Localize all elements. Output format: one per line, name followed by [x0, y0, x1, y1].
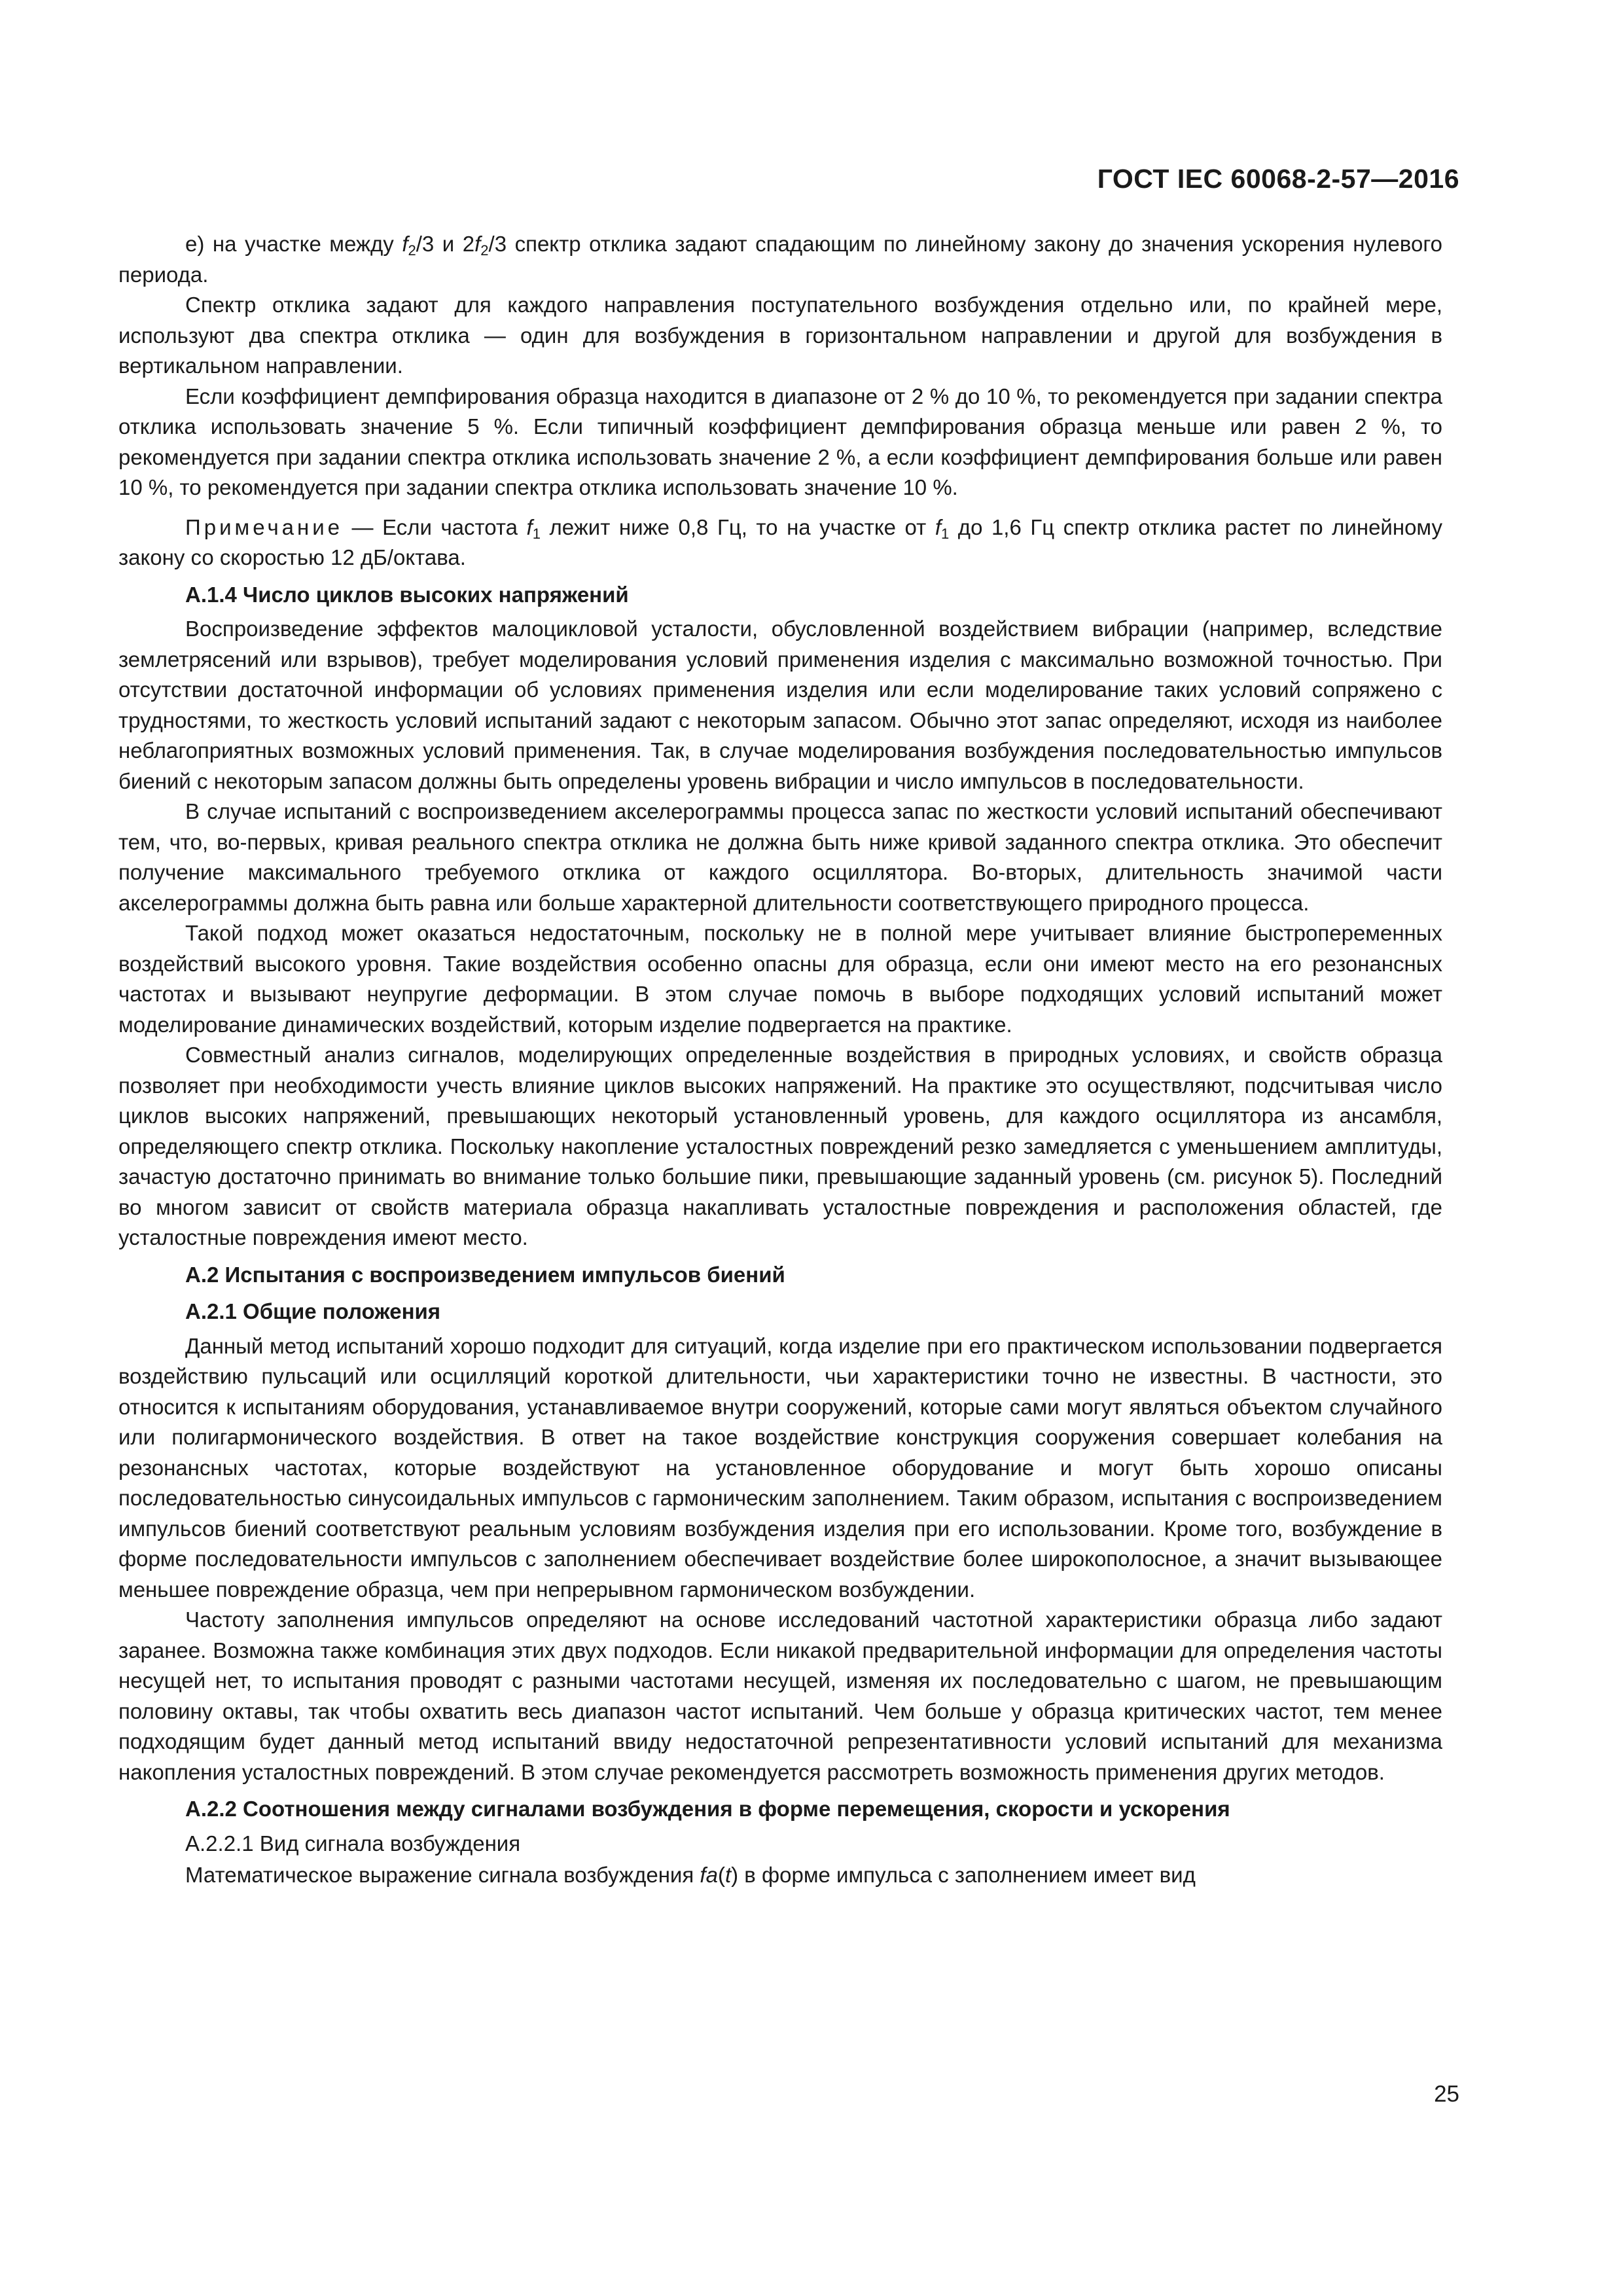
page-number: 25	[1434, 2081, 1459, 2107]
paragraph-carrier-frequency: Частоту заполнения импульсов определяют на основе исследований частотной характеристики образца либо задают заранее. Возможна также комбинация этих двух подходов. Если никакой предварительной информации для определения частоты несущей нет, то испытания проводят с разными частотами несущей, изменяя их последовательно с шагом, не превышающим половину октавы, так чтобы охватить весь диапазон частот испытаний. Чем больше у образца критических частот, тем менее подходящим будет данный метод испытаний ввиду недостаточной репрезентативности условий испытаний для механизма накопления усталостных повреждений. В этом случае рекомендуется рассмотреть возможность применения других методов.	[118, 1607, 1442, 1784]
paragraph-joint-analysis: Совместный анализ сигналов, моделирующих определенные воздействия в природных условиях, и свойств образца позволяет при необходимости учесть влияние циклов высоких напряжений. На практике это осуществляют, подсчитывая число циклов высоких напряжений, превышающих некоторый установленный уровень, для каждого осциллятора из ансамбля, определяющего спектр отклика. Поскольку накопление усталостных повреждений резко замедляется с уменьшением амплитуды, зачастую достаточно принимать во внимание только большие пики, превышающие заданный уровень (см. рисунок 5). Последний во многом зависит от свойств материала образца накапливать усталостные повреждения и расположения областей, где усталостные повреждения имеют место.	[118, 1043, 1442, 1249]
paragraph-low-cycle-fatigue: Воспроизведение эффектов малоцикловой усталости, обусловленной воздействием вибрации (например, вследствие землетрясений или взрывов), требует моделирования условий применения изделия с максимально возможной точностью. При отсутствии достаточной информации об условиях применения изделия или если моделирование таких условий сопряжено с трудностями, то жесткость условий испытаний задают с некоторым запасом. Обычно этот запас определяют, исходя из наиболее неблагоприятных возможных условий применения. Так, в случае моделирования возбуждения последовательностью импульсов биений с некоторым запасом должны быть определены уровень вибрации и число импульсов в последовательности.	[118, 617, 1442, 793]
section-heading-a14: А.1.4 Число циклов высоких напряжений	[185, 582, 629, 607]
note-label: Примечание	[185, 514, 344, 539]
section-heading-a2: А.2 Испытания с воспроизведением импульсов биений	[185, 1262, 785, 1287]
section-heading-a221: А.2.2.1 Вид сигнала возбуждения	[185, 1831, 521, 1856]
standard-header: ГОСТ IEC 60068-2-57—2016	[1097, 164, 1459, 194]
paragraph-accelerogram: В случае испытаний с воспроизведением акселерограммы процесса запас по жесткости условий испытаний обеспечивают тем, что, во-первых, кривая реального спектра отклика не должна быть ниже кривой заданного спектра отклика. Это обеспечит получение максимального требуемого отклика от каждого осциллятора. Во-вторых, длительность значимой части акселерограммы должна быть равна или больше характерной длительности соответствующего природного процесса.	[118, 799, 1442, 915]
paragraph-expression: Математическое выражение сигнала возбуждения fa(t) в форме импульса с заполнением имеет вид	[185, 1863, 1196, 1887]
note: Примечание — Если частота $f_1$ лежит ниже 0,8 Гц, то на участке от $f_1$ до 1,6 Гц спектр отклика растет по линейному закону со скоростью 12 дБ/октава.	[118, 514, 1442, 569]
page-content	[118, 229, 1442, 1891]
section-heading-a21: А.2.1 Общие положения	[185, 1299, 441, 1323]
paragraph-e: е) на участке между $f_2/3$ и $2f_2/3$ спектр отклика задают спадающим по линейному закону до значения ускорения нулевого периода.	[118, 232, 1442, 287]
paragraph-damping: Если коэффициент демпфирования образца находится в диапазоне от 2 % до 10 %, то рекомендуется при задании спектра отклика использовать значение 5 %. Если типичный коэффициент демпфирования образца меньше или равен 2 %, то рекомендуется при задании спектра отклика использовать значение 2 %, а если коэффициент демпфирования больше или равен 10 %, то рекомендуется при задании спектра отклика использовать значение 10 %.	[118, 384, 1442, 499]
paragraph-response-spectrum: Спектр отклика задают для каждого направления поступательного возбуждения отдельно или, по крайней мере, используют два спектра отклика — один для возбуждения в горизонтальном направлении и другой для возбуждения в вертикальном направлении.	[118, 293, 1442, 378]
paragraph-approach: Такой подход может оказаться недостаточным, поскольку не в полной мере учитывает влияние быстропеременных воздействий высокого уровня. Такие воздействия особенно опасны для образца, если они имеют место на его резонансных частотах и вызывают неупругие деформации. В этом случае помочь в выборе подходящих условий испытаний может моделирование динамических воздействий, которым изделие подвергается на практике.	[118, 921, 1442, 1037]
paragraph-method: Данный метод испытаний хорошо подходит для ситуаций, когда изделие при его практическом использовании подвергается воздействию пульсаций или осцилляций короткой длительности, чьи характеристики точно не известны. В частности, это относится к испытаниям оборудования, устанавливаемое внутри сооружений, которые сами могут являться объектом случайного или полигармонического воздействия. В ответ на такое воздействие конструкция сооружения совершает колебания на резонансных частотах, которые воздействуют на установленное оборудование и могут быть хорошо описаны последовательностью синусоидальных импульсов с гармоническим заполнением. Таким образом, испытания с воспроизведением импульсов биений соответствуют реальным условиям возбуждения изделия при его использовании. Кроме того, возбуждение в форме последовательности импульсов с заполнением обеспечивает воздействие более широкополосное, а значит вызывающее меньшее повреждение образца, чем при непрерывном гармоническом возбуждении.	[118, 1333, 1442, 1602]
section-heading-a22: А.2.2 Соотношения между сигналами возбуждения в форме перемещения, скорости и ускорения	[185, 1797, 1230, 1821]
